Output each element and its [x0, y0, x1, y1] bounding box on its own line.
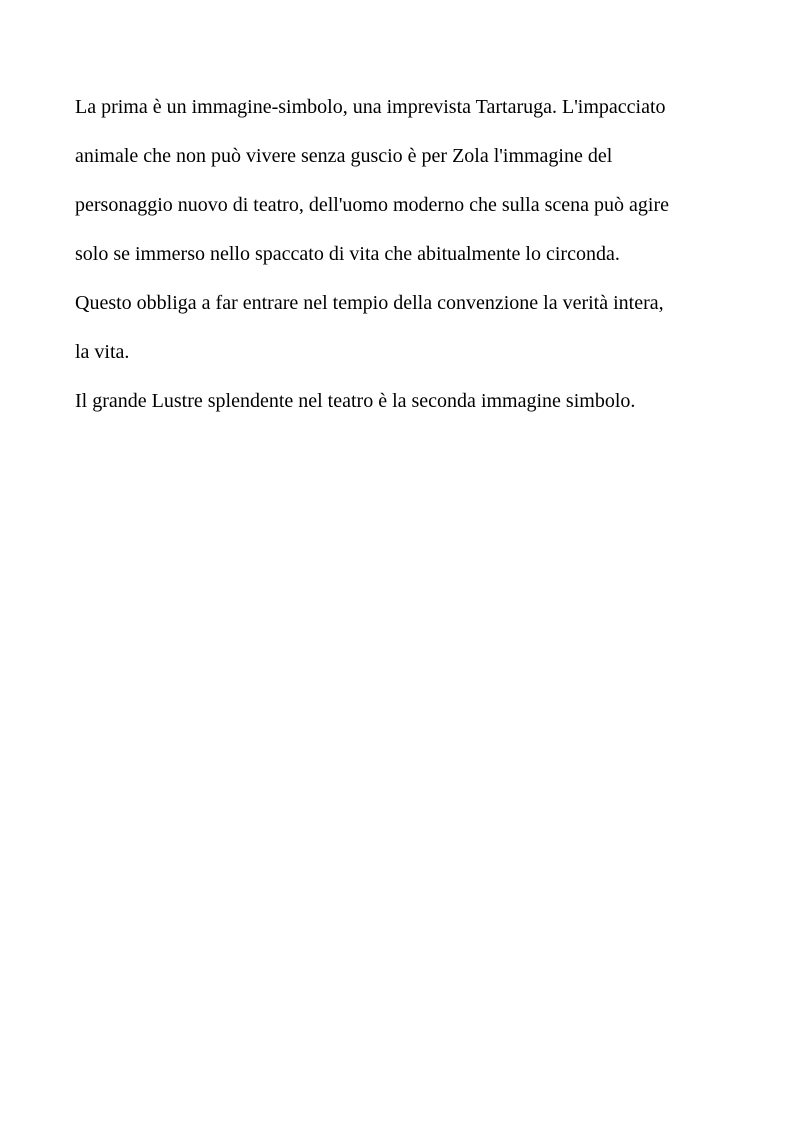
- text-line: Il grande Lustre splendente nel teatro è la seconda immagine simbolo.: [75, 390, 636, 412]
- text-line: la vita.: [75, 341, 130, 363]
- text-line: Questo obbliga a far entrare nel tempio della convenzione la verità intera,: [75, 292, 664, 314]
- text-line: personaggio nuovo di teatro, dell'uomo moderno che sulla scena può agire: [75, 194, 669, 216]
- text-line: La prima è un immagine-simbolo, una imprevista Tartaruga. L'impacciato: [75, 96, 666, 118]
- body-text: [75, 91, 735, 434]
- text-line: solo se immerso nello spaccato di vita che abitualmente lo circonda.: [75, 243, 620, 265]
- text-line: animale che non può vivere senza guscio è per Zola l'immagine del: [75, 145, 613, 167]
